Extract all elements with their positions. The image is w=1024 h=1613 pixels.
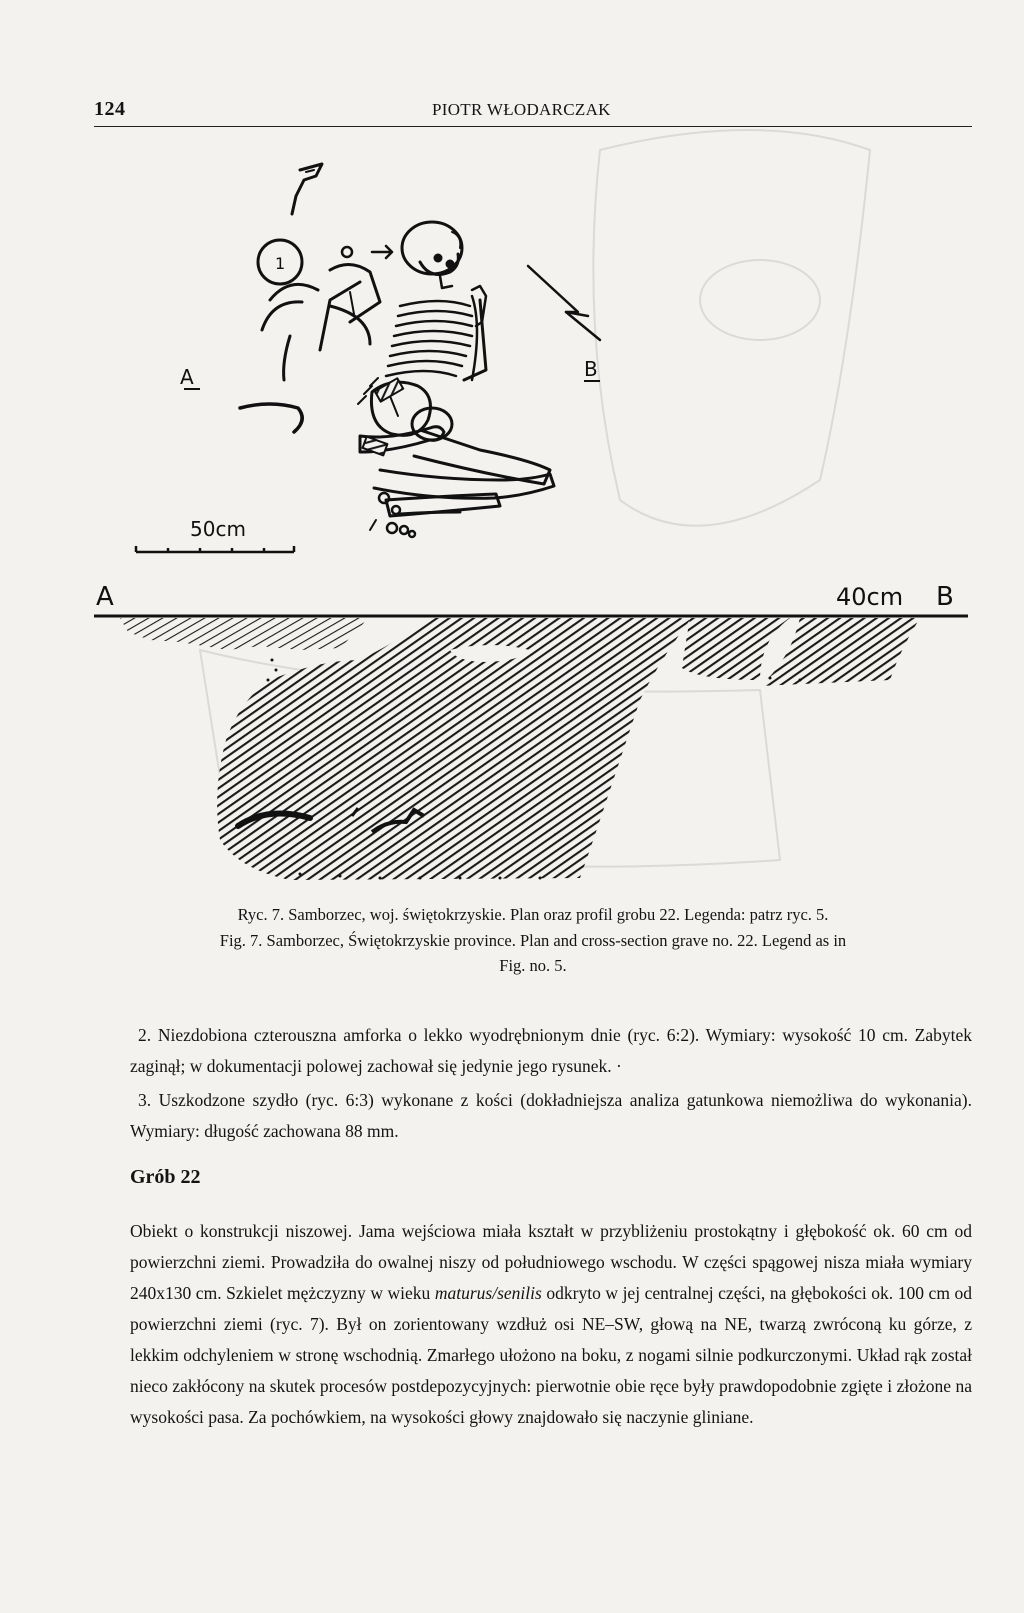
figure-caption-english-cont: Fig. no. 5. bbox=[499, 956, 567, 975]
scale-bar bbox=[136, 546, 294, 552]
paragraph-item-3: 3. Uszkodzone szydło (ryc. 6:3) wykonane z kości (dokładniejsza analiza gatunkowa niemożliwa do wykonania). Wymiary: długość zachowana 88 mm. bbox=[130, 1089, 972, 1141]
plan-label-b: B bbox=[584, 357, 598, 381]
figure-caption-english: Fig. 7. Samborzec, Świętokrzyskie province. Plan and cross-section grave no. 22. Legend as in bbox=[219, 931, 847, 950]
grave-text-part2: odkryto w jej centralnej części, na głębokości ok. 100 cm od powierzchni ziemi (ryc. 7). Był on zorientowany wzdłuż osi NE–SW, głową na NE, twarzą zwróconą ku górze, z lekkim odchyleniem w stronę wschodnią. Zmarłego ułożono na boku, z nogami silnie podkurczonymi. Układ rąk został nieco zakłócony na skutek procesów postdepozycyjnych: pierwotnie obie ręce były prawdopodobnie zgięte i złożone na wysokości pasa. Za pochówkiem, na wysokości głowy znajdowało się naczynie gliniane. bbox=[130, 1282, 972, 1427]
running-head: PIOTR WŁODARCZAK bbox=[432, 100, 611, 119]
paragraph-grave-22 bbox=[130, 1216, 972, 1433]
section-label-a: A bbox=[96, 582, 114, 612]
age-term: maturus/senilis bbox=[434, 1282, 542, 1303]
grave-section bbox=[120, 618, 920, 880]
page-number: 124 bbox=[94, 98, 126, 120]
section-depth-label: 40cm bbox=[836, 583, 904, 611]
scale-label: 50cm bbox=[190, 517, 246, 541]
grave-text-part1: Obiekt o konstrukcji niszowej. Jama wejściowa miała kształt w przybliżeniu prostokątny i głębokość ok. 60 cm od powierzchni ziemi. Prowadziła do owalnej niszy od południowego wschodu. W części spągowej nisza miała wymiary 240x130 cm. Szkielet mężczyzny w wieku bbox=[130, 1220, 972, 1303]
figure-caption-polish: Ryc. 7. Samborzec, woj. świętokrzyskie. Plan oraz profil grobu 22. Legenda: patrz ryc. 5. bbox=[237, 905, 829, 924]
grave-plan bbox=[240, 164, 600, 537]
ribcage bbox=[386, 286, 486, 380]
section-label-b: B bbox=[936, 582, 954, 612]
plan-label-a: A bbox=[180, 365, 194, 389]
section-title: Grób 22 bbox=[130, 1166, 201, 1188]
paragraph-item-2: 2. Niezdobiona czterouszna amforka o lekko wyodrębnionym dnie (ryc. 6:2). Wymiary: wysokość 10 cm. Zabytek zaginął; w dokumentacji polowej zachował się jedynie jego rysunek. · bbox=[130, 1024, 972, 1076]
plan-find-number: 1 bbox=[275, 254, 286, 273]
north-arrow bbox=[528, 266, 600, 340]
